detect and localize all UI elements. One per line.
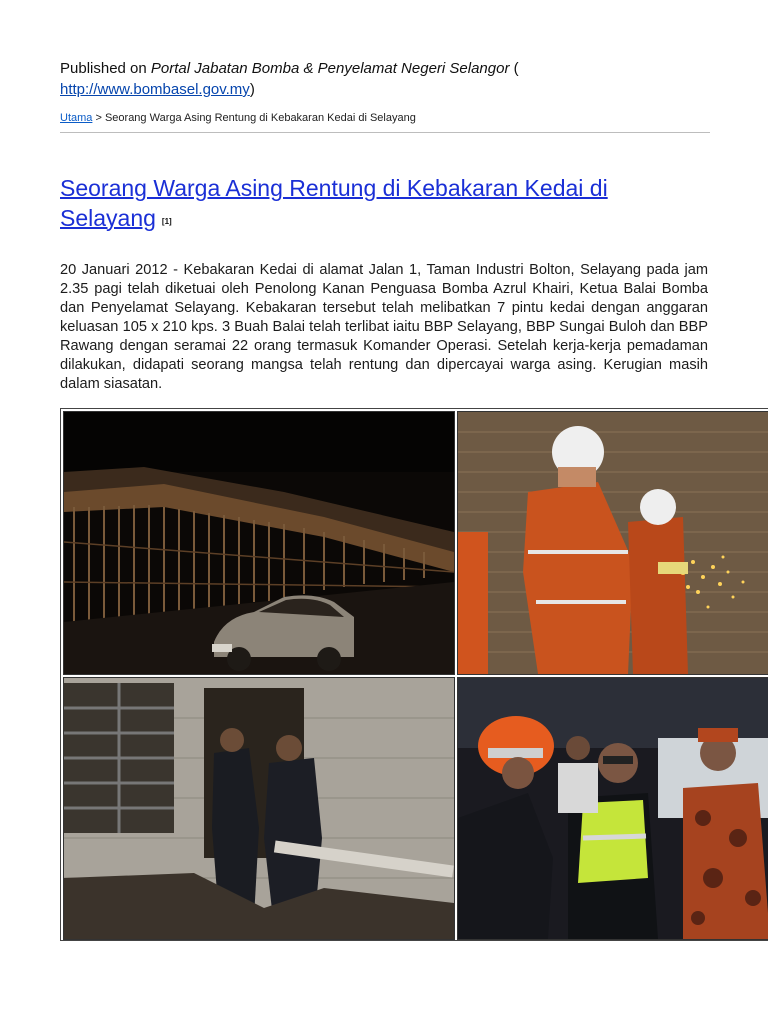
footnote-ref: [1] — [161, 217, 172, 226]
site-url-link[interactable]: http://www.bombasel.gov.my — [60, 81, 250, 98]
photo-burnt-shophouse — [63, 411, 455, 675]
photo-police-inspecting — [63, 677, 455, 940]
article-title-link[interactable]: Seorang Warga Asing Rentung di Kebakaran Kedai di Selayang — [60, 175, 608, 231]
breadcrumb — [60, 112, 710, 124]
header-divider — [60, 132, 710, 133]
breadcrumb-home-link[interactable]: Utama — [60, 112, 93, 124]
photo-gallery — [60, 408, 768, 941]
paren-open: ( — [509, 60, 519, 77]
article-title — [60, 173, 700, 237]
photo-firefighters-cutting — [457, 411, 768, 675]
photo-officers-at-scene — [457, 677, 768, 940]
paren-close: ) — [249, 81, 255, 98]
published-on-line — [60, 58, 710, 100]
portal-name: Portal Jabatan Bomba & Penyelamat Negeri Selangor — [150, 60, 510, 77]
article-body: 20 Januari 2012 - Kebakaran Kedai di alamat Jalan 1, Taman Industri Bolton, Selayang pada jam 2.35 pagi telah diketuai oleh Penolong Kanan Penguasa Bomba Azrul Khairi, Ketua Balai Bomba dan Penyelamat Selayang. Kebakaran tersebut telah melibatkan 7 pintu kedai dengan anggaran keluasan 105 x 210 kps. 3 Buah Balai telah terlibat iaitu BBP Selayang, BBP Sungai Buloh dan BBP Rawang dengan seramai 22 orang termasuk Komander Operasi. Setelah kerja-kerja pemadaman dilakukan, didapati seorang mangsa telah rentung dan dipercayai warga asing. Kerugian masih dalam siasatan. — [60, 262, 708, 392]
breadcrumb-current: Seorang Warga Asing Rentung di Kebakaran Kedai di Selayang — [104, 112, 416, 124]
breadcrumb-separator: > — [92, 112, 105, 124]
published-prefix: Published on — [60, 60, 151, 77]
